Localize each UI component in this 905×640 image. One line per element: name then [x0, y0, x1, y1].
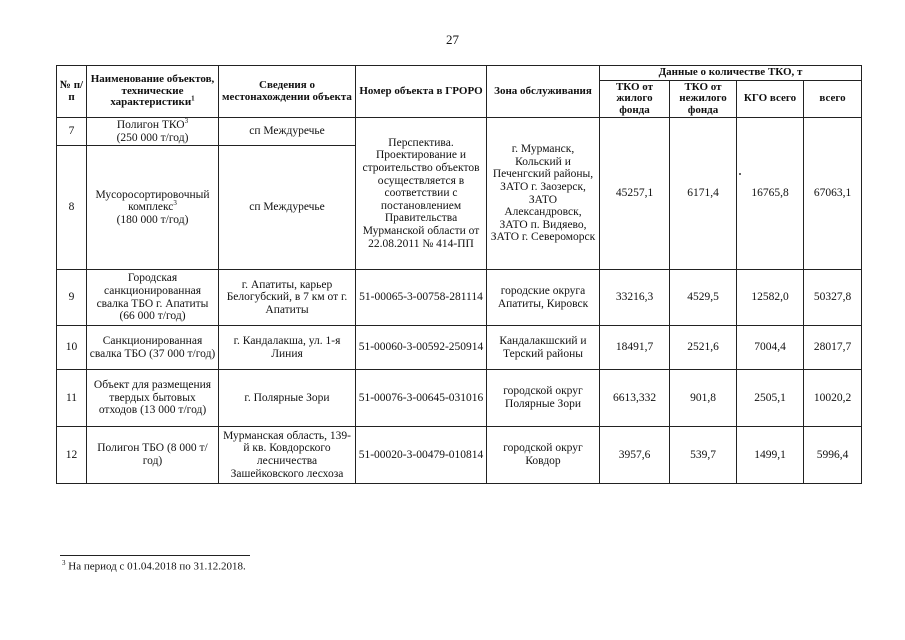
row-num: 12 — [57, 427, 87, 484]
row-tko-housing: 3957,6 — [600, 427, 670, 484]
row-kgo: 1499,1 — [737, 427, 804, 484]
row-tko-nonhousing: 2521,6 — [670, 326, 737, 370]
row-name: Полигон ТБО (8 000 т/год) — [87, 427, 219, 484]
row-groro: 51-00076-3-00645-031016 — [356, 370, 487, 427]
row-num: 10 — [57, 326, 87, 370]
row-groro: Перспектива. Проектирование и строительство объектов осуществляется в соответствии с постановлением Правительства Мурманской области от 22.08.2011 № 414-ПП — [356, 118, 487, 270]
row-location: г. Полярные Зори — [219, 370, 356, 427]
row-name: Объект для размещения твердых бытовых отходов (13 000 т/год) — [87, 370, 219, 427]
row-total: 10020,2 — [804, 370, 862, 427]
row-name: Полигон ТКО$^3$ (250 000 т/год) — [87, 118, 219, 146]
row-location: г. Кандалакша, ул. 1-я Линия — [219, 326, 356, 370]
row-name: Мусоросортировочный комплекс$^3$ (180 000 т/год) — [87, 146, 219, 270]
row-location: Мурманская область, 139-й кв. Ковдорского лесничества Зашейковского лесхоза — [219, 427, 356, 484]
row-kgo: 2505,1 — [737, 370, 804, 427]
header-total: всего — [804, 81, 862, 118]
header-num: № п/п — [57, 66, 87, 118]
row-groro: 51-00065-3-00758-281114 — [356, 270, 487, 326]
header-kgo: КГО всего — [737, 81, 804, 118]
row-location: сп Междуречье — [219, 146, 356, 270]
header-name: Наименование объектов, технические характеристики$^1$ — [87, 66, 219, 118]
header-zone: Зона обслуживания — [487, 66, 600, 118]
row-num: 9 — [57, 270, 87, 326]
page-number: 27 — [446, 32, 459, 47]
row-zone: городские округа Апатиты, Кировск — [487, 270, 600, 326]
header-location: Сведения о местонахождении объекта — [219, 66, 356, 118]
row-num: 11 — [57, 370, 87, 427]
row-zone: Кандалакшский и Терский районы — [487, 326, 600, 370]
row-total: 28017,7 — [804, 326, 862, 370]
header-quantity-group: Данные о количестве ТКО, т — [600, 66, 862, 81]
row-num: 8 — [57, 146, 87, 270]
table-row — [57, 326, 862, 370]
row-name: Санкционированная свалка ТБО (37 000 т/год) — [87, 326, 219, 370]
footnote-text: На период с 01.04.2018 по 31.12.2018. — [68, 560, 246, 573]
row-kgo: 12582,0 — [737, 270, 804, 326]
row-tko-nonhousing: 4529,5 — [670, 270, 737, 326]
row-tko-nonhousing: 539,7 — [670, 427, 737, 484]
row-zone: г. Мурманск, Кольский и Печенгский районы, ЗАТО г. Заозерск, ЗАТО Александровск, ЗАТО п. Видяево, ЗАТО г. Североморск — [487, 118, 600, 270]
row-tko-nonhousing: 6171,4 — [670, 118, 737, 270]
row-zone: городской округ Полярные Зори — [487, 370, 600, 427]
row-total: 50327,8 — [804, 270, 862, 326]
row-name: Городская санкционированная свалка ТБО г. Апатиты (66 000 т/год) — [87, 270, 219, 326]
row-location: сп Междуречье — [219, 118, 356, 146]
row-zone: городской округ Ковдор — [487, 427, 600, 484]
row-location: г. Апатиты, карьер Белогубский, в 7 км от г. Апатиты — [219, 270, 356, 326]
table-row — [57, 270, 862, 326]
row-kgo: 7004,4 — [737, 326, 804, 370]
footnote — [62, 559, 246, 573]
row-total: 5996,4 — [804, 427, 862, 484]
stray-dot — [739, 173, 741, 175]
row-tko-housing: 18491,7 — [600, 326, 670, 370]
row-tko-nonhousing: 901,8 — [670, 370, 737, 427]
row-num: 7 — [57, 118, 87, 146]
footnote-marker: 3 — [62, 559, 66, 567]
table-row — [57, 370, 862, 427]
header-tko-nonhousing: ТКО от нежилого фонда — [670, 81, 737, 118]
row-kgo: 16765,8 — [737, 118, 804, 270]
row-tko-housing: 45257,1 — [600, 118, 670, 270]
landfill-registry-table — [56, 65, 862, 484]
header-tko-housing: ТКО от жилого фонда — [600, 81, 670, 118]
row-tko-housing: 6613,332 — [600, 370, 670, 427]
table-row — [57, 427, 862, 484]
table-row — [57, 118, 862, 146]
header-groro: Номер объекта в ГРОРО — [356, 66, 487, 118]
row-total: 67063,1 — [804, 118, 862, 270]
row-groro: 51-00060-3-00592-250914 — [356, 326, 487, 370]
row-tko-housing: 33216,3 — [600, 270, 670, 326]
row-groro: 51-00020-3-00479-010814 — [356, 427, 487, 484]
footnote-divider — [60, 555, 250, 556]
